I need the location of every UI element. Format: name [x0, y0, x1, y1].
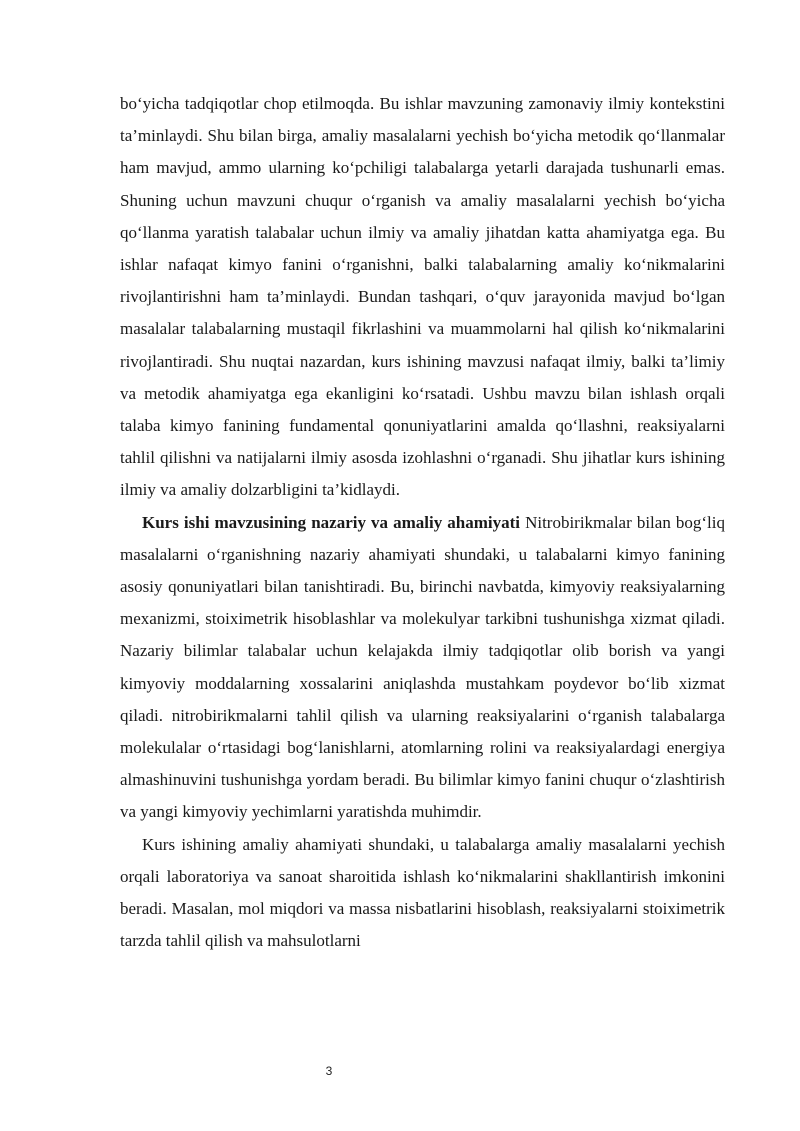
paragraph-text: Kurs ishining amaliy ahamiyati shundaki, u talabalarga amaliy masalalarni yechish orqali laboratoriya va sanoat sharoitida ishlash ko‘nikmalarini shakllantirish imkonini beradi. Masalan, mol miqdori va massa nisbatlarini hisoblash, reaksiyalarni stoiximetrik tarzda tahlil qilish va mahsulotlarni: [120, 834, 725, 951]
paragraph-text: Nitrobirikmalar bilan bog‘liq masalalarni o‘rganishning nazariy ahamiyati shundaki, u talabalarni kimyo fanining asosiy qonuniyatlari bilan tanishtiradi. Bu, birinchi navbatda, kimyoviy reaksiyalarning mexanizmi, stoiximetrik hisoblashlar va molekulyar tarkibni tushunishga xizmat qiladi. Nazariy bilimlar talabalar uchun kelajakda ilmiy tadqiqotlar olib borish va yangi kimyoviy moddalarning xossalarini aniqlashda mustahkam poydevor bo‘lib xizmat qiladi. nitrobirikmalarni tahlil qilish va ularning reaksiyalarini o‘rganish talabalarga molekulalar o‘rtasidagi bog‘lanishlarni, atomlarning rolini va reaksiyalardagi energiya almashinuvini tushunishga yordam beradi. Bu bilimlar kimyo fanini chuqur o‘zlashtirish va yangi kimyoviy yechimlarni yaratishda muhimdir.: [120, 512, 725, 822]
page-number: 3: [325, 1064, 333, 1078]
paragraph-text: bo‘yicha tadqiqotlar chop etilmoqda. Bu ishlar mavzuning zamonaviy ilmiy kontekstini ta’minlaydi. Shu bilan birga, amaliy masalalarni yechish bo‘yicha metodik qo‘llanmalar ham mavjud, ammo ularning ko‘pchiligi talabalarga yetarli darajada tushunarli emas. Shuning uchun mavzuni chuqur o‘rganish va amaliy masalalarni yechish bo‘yicha qo‘llanma yaratish talabalar uchun ilmiy va amaliy jihatdan katta ahamiyatga ega. Bu ishlar nafaqat kimyo fanini o‘rganishni, balki talabalarning amaliy ko‘nikmalarini rivojlantirishni ham ta’minlaydi. Bundan tashqari, o‘quv jarayonida mavjud bo‘lgan masalalar talabalarning mustaqil fikrlashini va muammolarni hal qilish ko‘nikmalarini rivojlantiradi. Shu nuqtai nazardan, kurs ishining mavzusi nafaqat ilmiy, balki ta’limiy va metodik ahamiyatga ega ekanligini ko‘rsatadi. Ushbu mavzu bilan ishlash orqali talaba kimyo fanining fundamental qonuniyatlarini amalda qo‘llashni, reaksiyalarni tahlil qilishni va natijalarni ilmiy asosda izohlashni o‘rganadi. Shu jihatlar kurs ishining ilmiy va amaliy dolzarbligini ta’kidlaydi.: [120, 94, 725, 500]
paragraph-continuation: [120, 88, 725, 507]
paragraph-heading: Kurs ishi mavzusining nazariy va amaliy ahamiyati: [142, 512, 520, 532]
paragraph-practical: [120, 829, 725, 958]
paragraph-significance: [120, 507, 725, 829]
body-text: [120, 88, 725, 957]
